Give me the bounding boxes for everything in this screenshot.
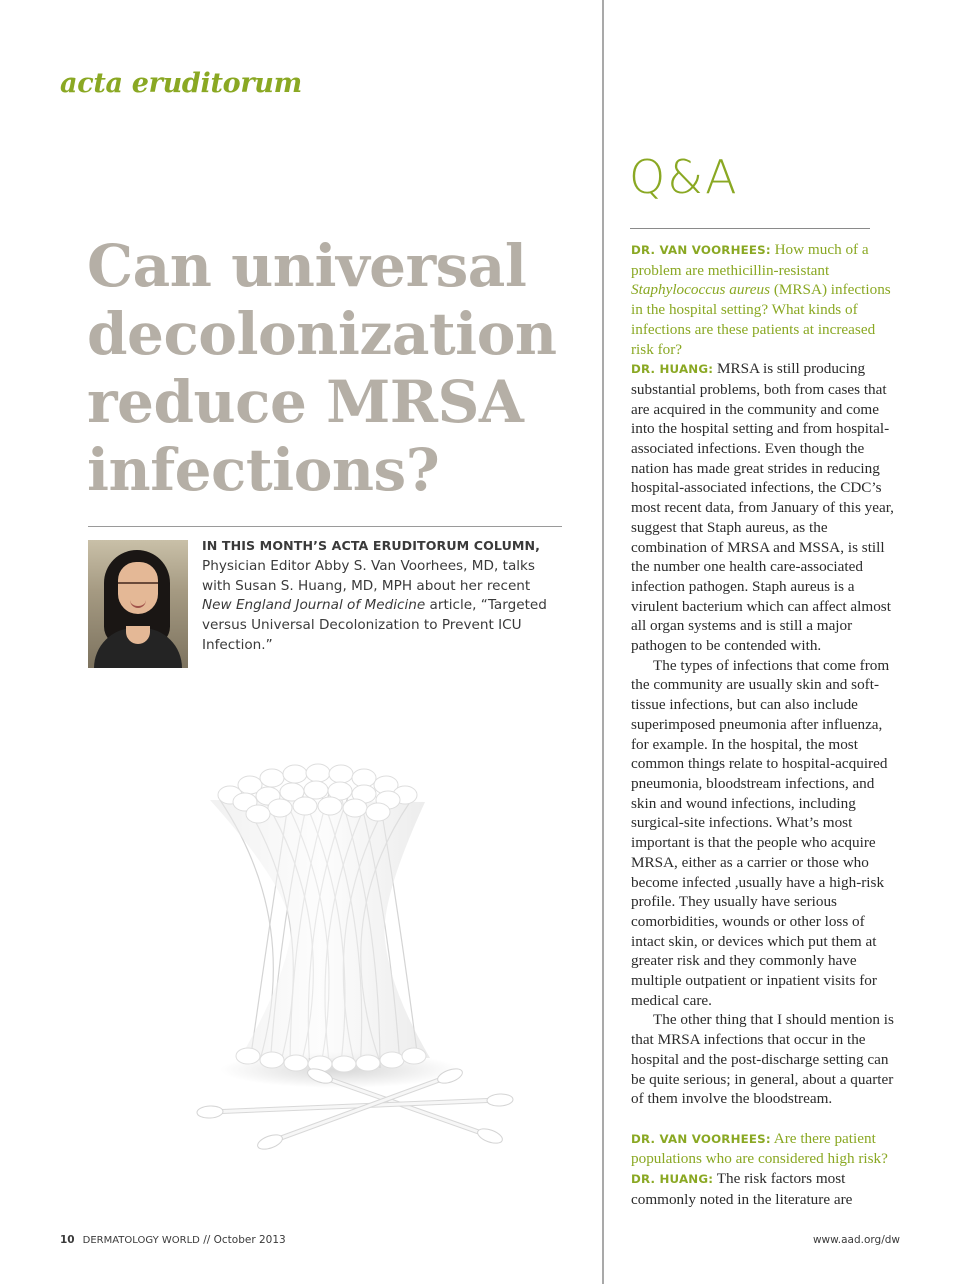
intro-text: Physician Editor Abby S. Van Voorhees, MD, talks with Susan S. Huang, MD, MPH about her recent xyxy=(202,557,536,594)
article-headline xyxy=(87,232,567,504)
qa-column xyxy=(631,240,901,1209)
speaker-label: DR. HUANG: xyxy=(631,1172,714,1187)
answer-1-paragraph-2: The types of infections that come from the community are usually skin and soft-tissue infections, but can also include superimposed pneumonia after influenza, for example. In the hospital, the most common things relate to hospital-acquired pneumonia, bloodstream infections, and skin and wound infections, including surgical-site infections. What’s most important is that the people who acquire MRSA, either as a carrier or those who become infected ,usually have a high-risk profile. They usually have serious comorbidities, wounds or other loss of intact skin, or devices which put them at greater risk and they commonly have multiple outpatient or inpatient visits for medical care. xyxy=(631,656,890,1009)
magazine-name: DERMATOLOGY WORLD xyxy=(82,1235,200,1246)
question-2 xyxy=(631,1129,901,1169)
question-text: Are there patient populations who are considered high risk? xyxy=(631,1129,888,1168)
answer-1 xyxy=(631,359,901,656)
cotton-swabs-image xyxy=(150,740,570,1190)
answer-text: The risk factors most commonly noted in the literature are xyxy=(631,1170,853,1208)
speaker-label: DR. HUANG: xyxy=(631,362,714,377)
qa-rule xyxy=(630,228,870,229)
headline-line: decolonization xyxy=(87,300,557,368)
headline-line: Can universal xyxy=(87,232,527,300)
speaker-label: DR. VAN VOORHEES: xyxy=(631,1131,771,1146)
intro-text: article, “Targeted versus Universal Decolonization to Prevent ICU Infection.” xyxy=(202,597,547,653)
species-name: Staphylococcus aureus xyxy=(631,281,771,299)
answer-1-paragraph-3: The other thing that I should mention is that MRSA infections that occur in the hospital and the post-discharge setting can be quite serious; in general, about a quarter of them involve the bloodstream. xyxy=(631,1011,894,1108)
issue-date: October 2013 xyxy=(213,1234,286,1246)
answer-2 xyxy=(631,1169,901,1209)
question-text: (MRSA) infections in the hospital setting? What kinds of infections are these patients at increased risk for? xyxy=(631,281,891,358)
intro-lead: IN THIS MONTH’S ACTA ERUDITORUM COLUMN, xyxy=(202,538,541,553)
question-text: How much of a problem are methicillin-resistant xyxy=(631,241,869,279)
headline-rule xyxy=(88,526,562,527)
column-divider xyxy=(602,0,604,1284)
intro-blurb xyxy=(202,536,560,656)
footer-separator: // xyxy=(199,1234,214,1246)
headline-line: reduce MRSA xyxy=(87,368,524,436)
journal-name: New England Journal of Medicine xyxy=(202,597,426,614)
section-title: acta eruditorum xyxy=(60,68,302,99)
answer-text: MRSA is still producing substantial problems, both from cases that are acquired in the community and come into the hospital setting and from hospital-associated infections. Even though the nation has made great strides in reducing hospital-associated infections, the CDC’s most recent data, from January of this year, suggest that Staph aureus, as the combination of MRSA and MSSA, is still the number one health care-associated infection pathogen. Staph aureus is a virulent bacterium which can affect almost all organ systems and is still a major pathogen to be contended with. xyxy=(631,360,894,655)
footer-url[interactable]: www.aad.org/dw xyxy=(812,1234,900,1246)
headline-line: infections? xyxy=(87,436,440,504)
author-portrait xyxy=(88,540,188,668)
question-1 xyxy=(631,240,901,359)
qa-label: Q&A xyxy=(629,150,739,204)
page-footer xyxy=(60,1234,286,1246)
page-number: 10 xyxy=(60,1234,75,1246)
speaker-label: DR. VAN VOORHEES: xyxy=(631,243,771,257)
